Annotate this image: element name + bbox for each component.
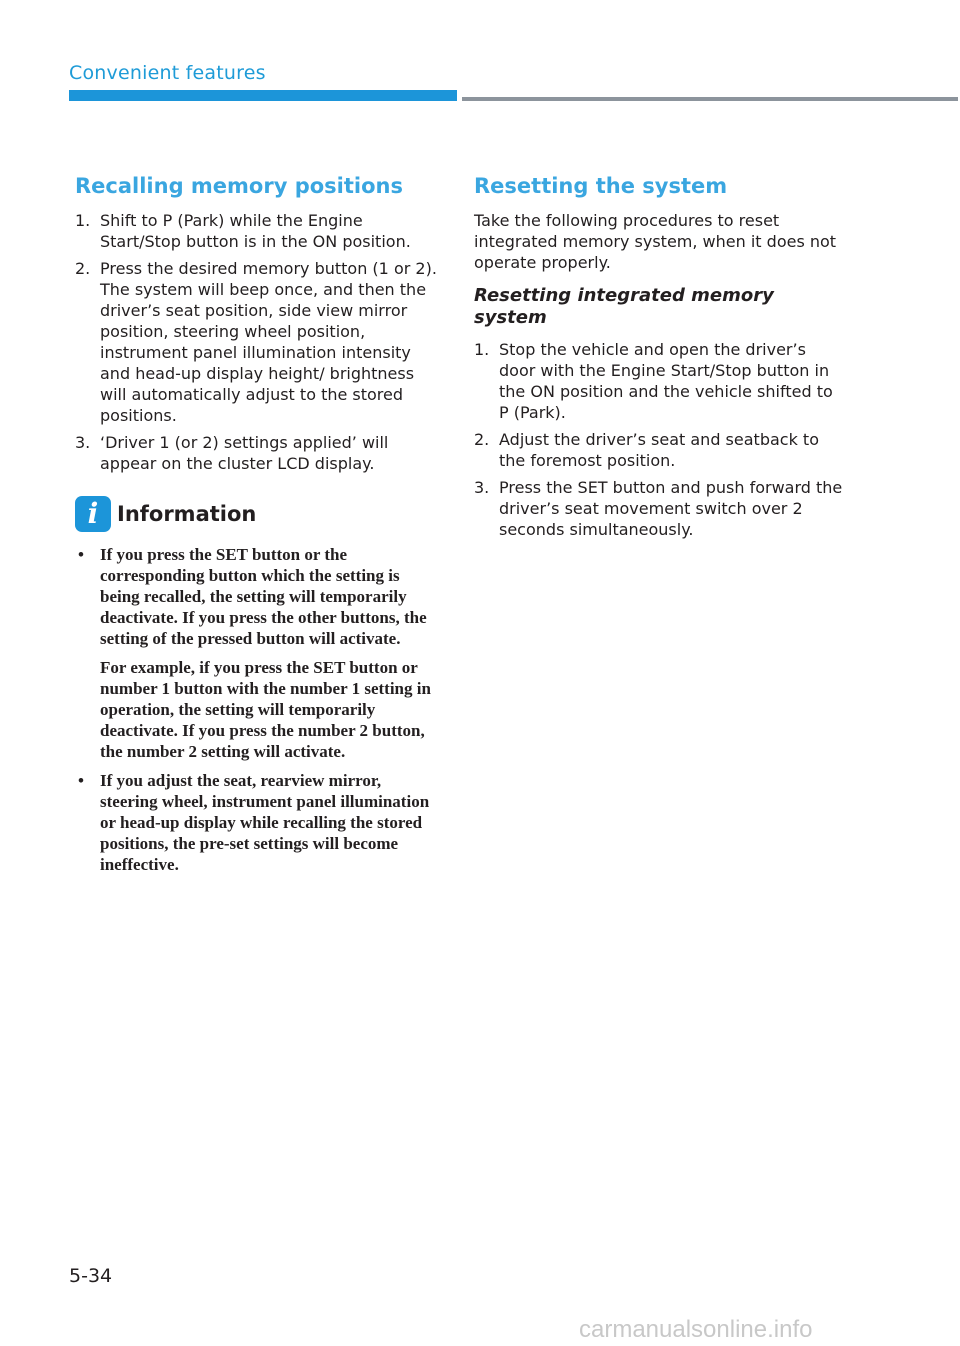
reset-steps [474,339,844,540]
watermark: carmanualsonline.info [579,1316,813,1343]
header-accent-bar [69,90,457,101]
information-header [75,494,439,534]
header-rule [462,97,958,101]
page-number: 5-34 [69,1265,113,1287]
left-column [75,172,439,883]
list-item: 3. Press the SET button and push forward the driver’s seat movement switch over 2 seconds simultaneously. [474,478,843,539]
recall-steps [75,210,439,474]
list-item: 3. ‘Driver 1 (or 2) settings applied’ will appear on the cluster LCD display. [75,433,389,473]
section-title: Convenient features [69,62,266,84]
list-item: 1. Stop the vehicle and open the driver’s door with the Engine Start/Stop button in the ON position and the vehicle shifted to P (Park). [474,340,833,422]
right-column [474,172,844,546]
bullet: • [78,771,84,790]
information-title: Information [117,502,257,526]
list-item: 1. Shift to P (Park) while the Engine Start/Stop button is in the ON position. [75,211,411,251]
information-icon: i [75,496,111,532]
information-list [75,544,439,875]
bullet: • [78,545,84,564]
list-item: • If you press the SET button or the corresponding button which the setting is being recalled, the setting will temporarily deactivate. If you press the other buttons, the setting of the pressed button will activate. For example, if you press the SET button or number 1 button with the number 1 setting in operation, the setting will temporarily deactivate. If you press the number 2 button, the number 2 setting will activate. [78,545,431,761]
list-item: • If you adjust the seat, rearview mirror, steering wheel, instrument panel illumination or head-up display while recalling the stored positions, the pre-set settings will become ineffective. [78,771,430,874]
list-item: 2. Adjust the driver’s seat and seatback to the foremost position. [474,430,819,470]
intro-paragraph: Take the following procedures to reset integrated memory system, when it does not operate properly. [474,211,837,272]
list-item: 2. Press the desired memory button (1 or 2). The system will beep once, and then the driver’s seat position, side view mirror position, steering wheel position, instrument panel illumination intensity and head-up display height/ brightness will automatically adjust to the stored positions. [75,259,437,425]
heading-recalling-memory: Recalling memory positions [75,174,403,198]
heading-resetting-system: Resetting the system [474,174,728,198]
subheading-resetting-memory: Resetting integrated memory system [474,285,774,328]
